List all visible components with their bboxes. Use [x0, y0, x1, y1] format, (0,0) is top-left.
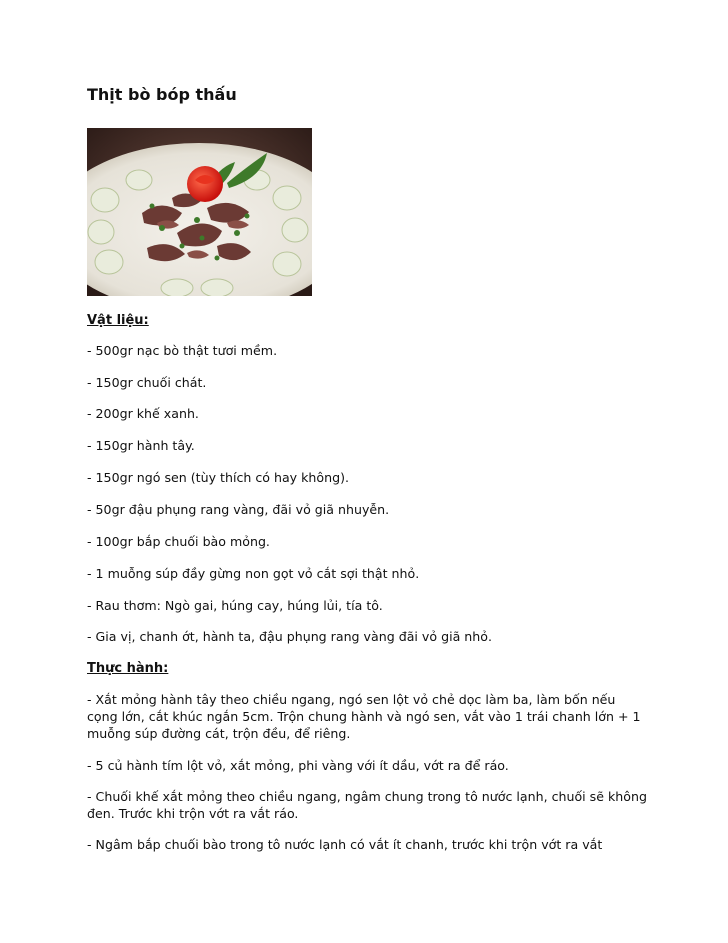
page-title: Thịt bò bóp thấu — [87, 85, 237, 104]
ingredient-item: - 150gr hành tây. — [87, 438, 195, 453]
ingredient-item: - 100gr bắp chuối bào mỏng. — [87, 534, 270, 549]
instruction-step: - 5 củ hành tím lột vỏ, xắt mỏng, phi vàng với ít dầu, vớt ra để ráo. — [87, 758, 509, 773]
ingredients-heading: Vật liệu: — [87, 313, 149, 328]
ingredient-item: - 200gr khế xanh. — [87, 406, 199, 421]
ingredient-item: - 150gr chuối chát. — [87, 375, 207, 390]
beef-salad-plate-photo — [87, 128, 312, 296]
instruction-step: - Chuối khế xắt mỏng theo chiều ngang, ngâm chung trong tô nước lạnh, chuối sẽ không đen. Trước khi trộn vớt ra vắt ráo. — [87, 789, 647, 821]
instruction-step: - Xắt mỏng hành tây theo chiều ngang, ngó sen lột vỏ chẻ dọc làm ba, làm bốn nếu cọng lớn, cắt khúc ngắn 5cm. Trộn chung hành và ngó sen, vắt vào 1 trái chanh lớn + 1 muỗng súp đường cát, trộn đều, để riêng. — [87, 692, 641, 741]
ingredient-item: - Rau thơm: Ngò gai, húng cay, húng lủi, tía tô. — [87, 598, 383, 613]
ingredient-item: - 50gr đậu phụng rang vàng, đãi vỏ giã nhuyễn. — [87, 502, 390, 517]
ingredient-item: - 150gr ngó sen (tùy thích có hay không). — [87, 470, 350, 485]
ingredient-item: - 500gr nạc bò thật tươi mềm. — [87, 343, 278, 358]
ingredient-item: - 1 muỗng súp đầy gừng non gọt vỏ cắt sợi thật nhỏ. — [87, 566, 420, 581]
dish-image — [87, 128, 312, 296]
ingredient-item: - Gia vị, chanh ớt, hành ta, đậu phụng rang vàng đãi vỏ giã nhỏ. — [87, 629, 492, 644]
instruction-step: - Ngâm bắp chuối bào trong tô nước lạnh có vắt ít chanh, trước khi trộn vớt ra vắt — [87, 837, 603, 852]
instructions-heading: Thực hành: — [87, 661, 169, 676]
